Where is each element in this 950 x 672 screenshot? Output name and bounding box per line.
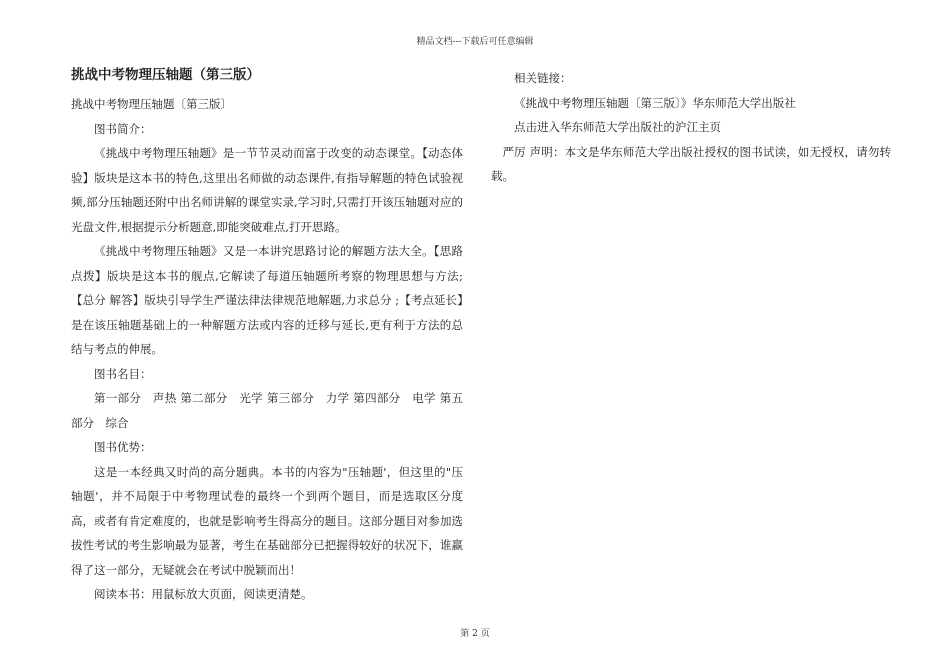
advantage-paragraph: 这是一本经典又时尚的高分题典。本书的内容为"压轴题'，但这里的"压轴题'，并不局限于中考物理试卷的最终一个到两个题目，而是选取区分度高，或者有肯定难度的，也就是影响考生得高分的题目。这部分题目对参加选拔性考试的考生影响最为显著，考生在基础部分已把握得较好的状况下，谁赢得了这一部分，无疑就会在考试中脱颖而出！: [71, 464, 463, 577]
intro-paragraph-1: 《挑战中考物理压轴题》是一节节灵动而富于改变的动态课堂。【动态体验】版块是这本书的特色,这里出名师做的动态课件,有指导解题的特色试验视频,部分压轴题还附中出名师讲解的课堂实录,学习时,只需打开该压轴题对应的光盘文件,根据提示分析题意,即能突破难点,打开思路。: [71, 146, 463, 234]
contents-text: 第一部分 声热 第二部分 光学 第三部分 力学 第四部分 电学 第五部分 综合: [71, 391, 463, 430]
intro-heading: 图书简介：: [94, 121, 152, 136]
link-homepage[interactable]: 点击进入华东师范大学出版社的沪江主页: [514, 120, 721, 134]
copyright-statement: 严厉 声明：本文是华东师范大学出版社授权的图书试读，如无授权，请勿转载。: [491, 144, 891, 183]
contents-heading: 图书名目：: [94, 366, 152, 381]
right-column: [491, 66, 891, 189]
advantage-heading: 图书优势：: [94, 440, 152, 454]
link-book[interactable]: 《挑战中考物理压轴题〔第三版〕》华东师范大学出版社: [514, 95, 796, 110]
intro-paragraph-2: 《挑战中考物理压轴题》又是一本讲究思路讨论的解题方法大全。【思路点拨】版块是这本书的舰点,它解读了每道压轴题所考察的物理思想与方法;【总分 解答】版块引导学生严谨法律法律规范地解题,力求总分 ;【考点延长】是在该压轴题基础上的一种解题方法或内容的迁移与延长,更有利于方法的总结与考点的伸展。: [71, 244, 463, 356]
article-subtitle: 挑战中考物理压轴题〔第三版〕: [71, 97, 232, 111]
left-column: [71, 66, 463, 607]
reading-tip: 阅读本书：用鼠标放大页面，阅读更清楚。: [94, 587, 313, 601]
article-title: 挑战中考物理压轴题（第三版）: [71, 67, 260, 83]
page-number: 第 2 页: [460, 629, 490, 639]
links-heading: 相关链接：: [514, 71, 572, 85]
header-note: 精品文档---下载后可任意编辑: [416, 37, 534, 47]
